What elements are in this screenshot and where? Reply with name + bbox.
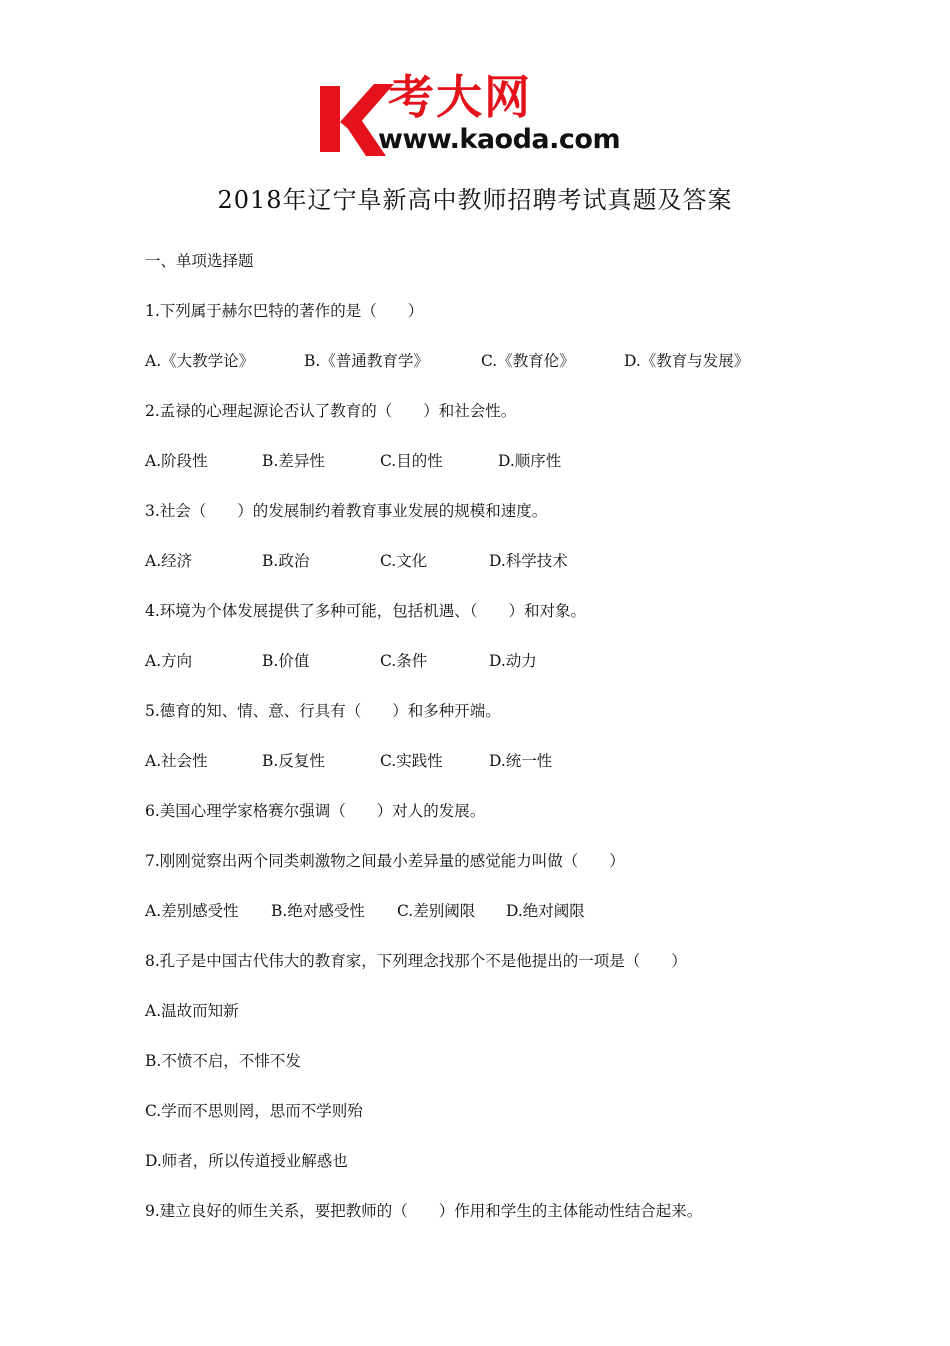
question-8-option-a: A.温故而知新 xyxy=(145,1002,239,1020)
question-5-option-c: C.实践性 xyxy=(380,752,443,770)
question-5-option-d: D.统一性 xyxy=(489,752,553,770)
question-7-option-d: D.绝对阈限 xyxy=(506,902,585,920)
question-9: 9.建立良好的师生关系，要把教师的（ ）作用和学生的主体能动性结合起来。 xyxy=(145,1202,703,1220)
question-8-option-c: C.学而不思则罔，思而不学则殆 xyxy=(145,1102,363,1120)
question-1-option-a: A.《大教学论》 xyxy=(145,352,255,370)
question-8-option-d: D.师者，所以传道授业解惑也 xyxy=(145,1152,348,1170)
question-7-option-a: A.差别感受性 xyxy=(145,902,239,920)
kaoda-logo xyxy=(316,70,646,162)
question-4: 4.环境为个体发展提供了多种可能，包括机遇、（ ）和对象。 xyxy=(145,602,587,620)
question-3-option-d: D.科学技术 xyxy=(489,552,568,570)
question-2-option-a: A.阶段性 xyxy=(145,452,208,470)
question-5-option-b: B.反复性 xyxy=(262,752,325,770)
question-4-option-d: D.动力 xyxy=(489,652,537,670)
question-3-option-c: C.文化 xyxy=(380,552,428,570)
question-2-option-c: C.目的性 xyxy=(380,452,443,470)
question-1-option-d: D.《教育与发展》 xyxy=(624,352,750,370)
question-8-option-b: B.不愤不启，不悱不发 xyxy=(145,1052,301,1070)
question-4-option-c: C.条件 xyxy=(380,652,428,670)
question-4-option-a: A.方向 xyxy=(145,652,193,670)
question-7-option-c: C.差别阈限 xyxy=(397,902,476,920)
question-3-option-b: B.政治 xyxy=(262,552,310,570)
question-3: 3.社会（ ）的发展制约着教育事业发展的规模和速度。 xyxy=(145,502,548,520)
document-title: 2018年辽宁阜新高中教师招聘考试真题及答案 xyxy=(217,186,733,214)
logo-url-text: www.kaoda.com xyxy=(378,124,621,155)
question-2: 2.孟禄的心理起源论否认了教育的（ ）和社会性。 xyxy=(145,402,517,420)
section-heading: 一、单项选择题 xyxy=(145,252,254,270)
question-5: 5.德育的知、情、意、行具有（ ）和多种开端。 xyxy=(145,702,501,720)
question-1: 1.下列属于赫尔巴特的著作的是（ ） xyxy=(145,302,424,320)
question-7-option-b: B.绝对感受性 xyxy=(271,902,365,920)
question-1-option-c: C.《教育伦》 xyxy=(481,352,575,370)
question-1-option-b: B.《普通教育学》 xyxy=(304,352,429,370)
question-4-option-b: B.价值 xyxy=(262,652,310,670)
question-6: 6.美国心理学家格赛尔强调（ ）对人的发展。 xyxy=(145,802,486,820)
logo-brand-text: 考大网 xyxy=(388,70,532,124)
question-7: 7.刚刚觉察出两个同类刺激物之间最小差异量的感觉能力叫做（ ） xyxy=(145,852,625,870)
question-2-option-d: D.顺序性 xyxy=(498,452,562,470)
question-2-option-b: B.差异性 xyxy=(262,452,325,470)
question-5-option-a: A.社会性 xyxy=(145,752,208,770)
question-3-option-a: A.经济 xyxy=(145,552,193,570)
question-8: 8.孔子是中国古代伟大的教育家，下列理念找那个不是他提出的一项是（ ） xyxy=(145,952,687,970)
